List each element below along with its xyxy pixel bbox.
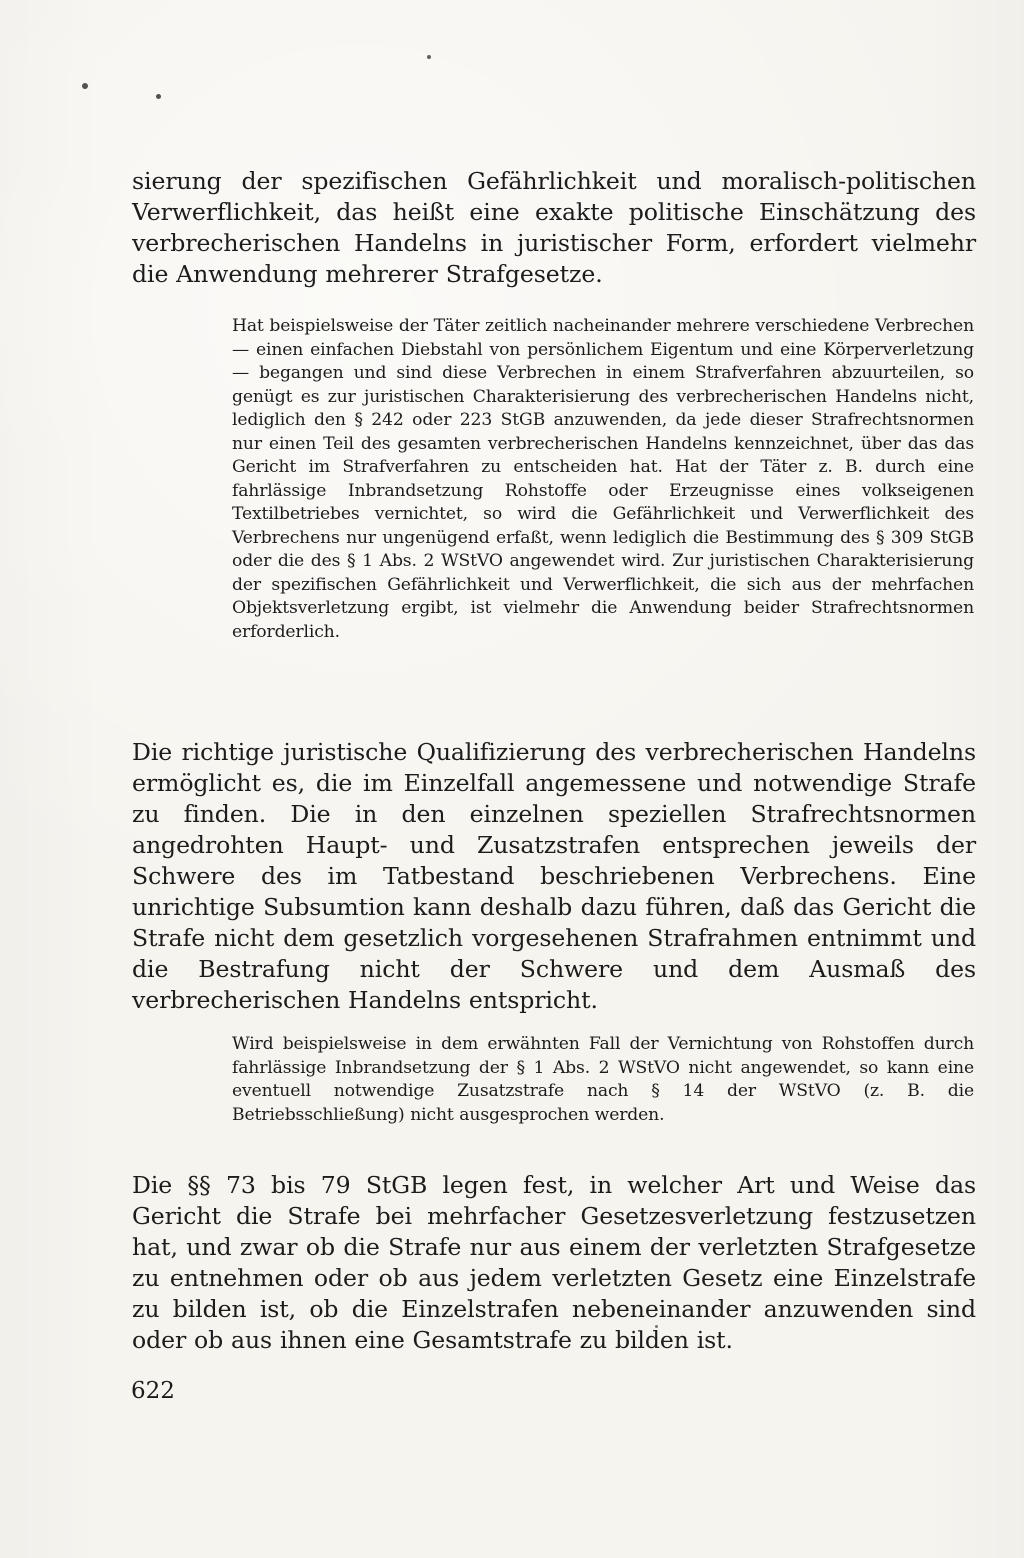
scan-speck [156,94,161,99]
example-paragraph-2: Wird beispielsweise in dem erwähnten Fall der Vernichtung von Rohstoffen durch fahrlässige Inbrandsetzung der § 1 Abs. 2 WStVO nicht angewendet, so kann eine eventuell notwendige Zusatzstrafe nach § 14 der WStVO (z. B. die Betriebsschließung) nicht ausgesprochen werden. [232,1034,974,1125]
body-paragraph-1: sierung der spezifischen Gefährlichkeit und moralisch-politischen Verwerflichkeit, das heißt eine exakte politische Einschätzung des verbrecherischen Handelns in juristischer Form, erfordert vielmehr die Anwendung mehrerer Strafgesetze. [132,166,976,288]
scan-speck [82,83,88,89]
page-number: 622 [131,1378,175,1404]
body-paragraph-3: Die §§ 73 bis 79 StGB legen fest, in welcher Art und Weise das Gericht die Strafe bei mehrfacher Gesetzesverletzung festzusetzen hat, und zwar ob die Strafe nur aus einem der verletzten Strafgesetze zu entnehmen oder ob aus jedem verletzten Gesetz eine Einzelstrafe zu bilden ist, ob die Einzelstrafen nebeneinander anzuwenden sind oder ob aus ihnen eine Gesamtstrafe zu bilden ist. [132,1170,976,1354]
body-paragraph-2: Die richtige juristische Qualifizierung des verbrecherischen Handelns ermöglicht es, die im Einzelfall angemessene und notwendige Strafe zu finden. Die in den einzelnen speziellen Strafrechtsnormen angedrohten Haupt- und Zusatzstrafen entsprechen jeweils der Schwere des im Tatbestand beschriebenen Verbrechens. Eine unrichtige Subsumtion kann deshalb dazu führen, daß das Gericht die Strafe nicht dem gesetzlich vorgesehenen Strafrahmen entnimmt und die Bestrafung nicht der Schwere und dem Ausmaß des verbrecherischen Handelns entspricht. [132,737,976,1014]
scan-speck [427,55,431,59]
example-paragraph-1: Hat beispielsweise der Täter zeitlich nacheinander mehrere verschiedene Verbrechen — einen einfachen Diebstahl von persönlichem Eigentum und eine Körperverletzung — begangen und sind diese Verbrechen in einem Strafverfahren abzuurteilen, so genügt es zur juristischen Charakterisierung des verbrecherischen Handelns nicht, lediglich den § 242 oder 223 StGB anzuwenden, da jede dieser Strafrechtsnormen nur einen Teil des gesamten verbrecherischen Handelns kennzeichnet, über das das Gericht im Strafverfahren zu entscheiden hat. Hat der Täter z. B. durch eine fahrlässige Inbrandsetzung Rohstoffe oder Erzeugnisse eines volkseigenen Textilbetriebes vernichtet, so wird die Gefährlichkeit und Verwerflichkeit des Verbrechens nur ungenügend erfaßt, wenn lediglich die Bestimmung des § 309 StGB oder die des § 1 Abs. 2 WStVO angewendet wird. Zur juristischen Charakterisierung der spezifischen Gefährlichkeit und Verwerflichkeit, die sich aus der mehrfachen Objektsverletzung ergibt, ist vielmehr die Anwendung beider Strafrechtsnormen erforderlich. [232,316,974,642]
